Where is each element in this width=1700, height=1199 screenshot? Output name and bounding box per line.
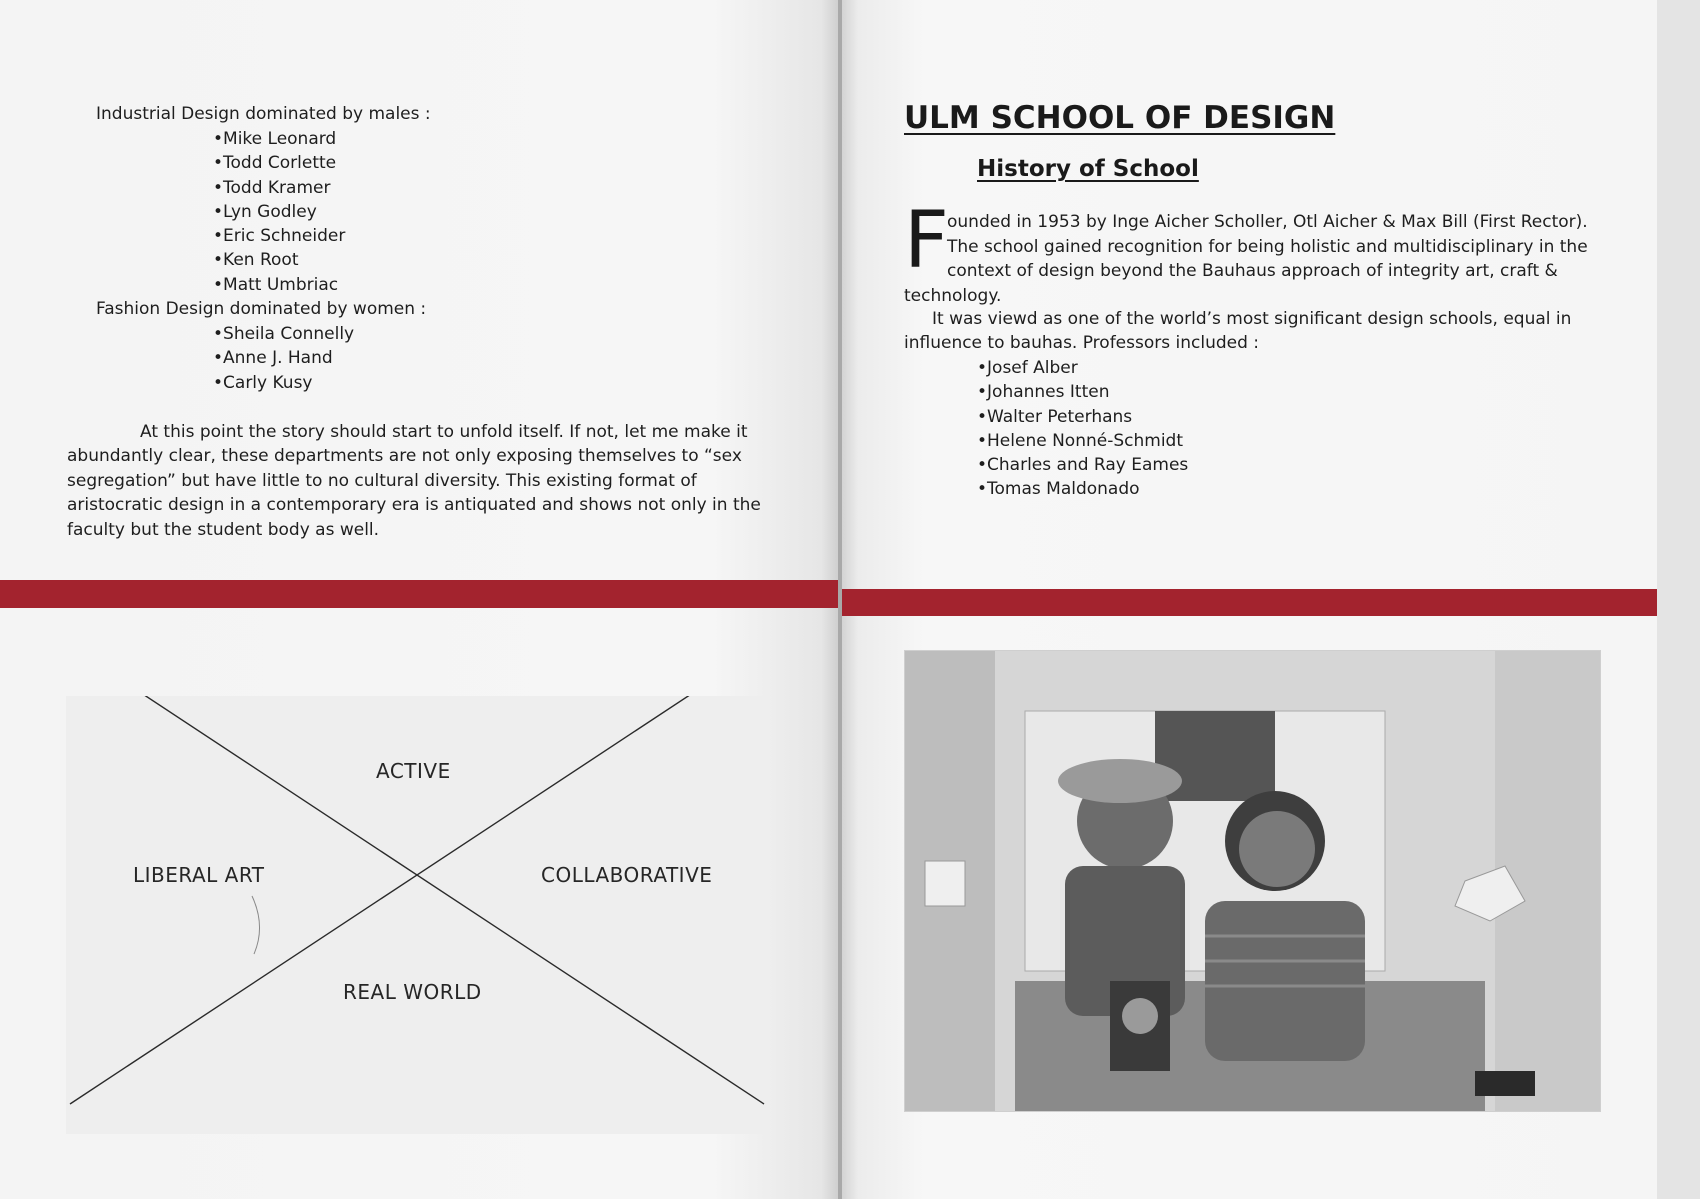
professors-list [977,356,1188,502]
fashion-design-heading: Fashion Design dominated by women : [96,299,427,319]
list-item: •Mike Leonard [213,129,337,149]
list-item: •Matt Umbriac [213,274,339,295]
section-subtitle: History of School [977,156,1199,182]
matrix-label-top: ACTIVE [376,759,451,783]
history-line-2: The school gained recognition for being holistic and multidisciplinary in the [947,236,1588,257]
matrix-label-right: COLLABORATIVE [541,863,713,887]
list-item: •Tomas Maldonado [977,479,1140,500]
fashion-design-list [213,322,354,395]
history-line-4: technology. [904,285,1002,306]
history-line-1: ounded in 1953 by Inge Aicher Scholler, Otl Aicher & Max Bill (First Rector). [947,212,1588,232]
scan-background [1657,0,1700,1199]
drop-cap: F [904,196,949,286]
list-item: •Walter Peterhans [977,406,1133,427]
industrial-design-list [213,127,345,297]
page-title: ULM SCHOOL OF DESIGN [904,100,1336,136]
industrial-design-heading: Industrial Design dominated by males : [96,104,431,124]
list-item: •Charles and Ray Eames [977,455,1189,476]
red-divider-band [0,580,838,608]
significance-paragraph: It was viewd as one of the world’s most significant design schools, equal in influence to bauhas. Professors included : [904,309,1572,354]
history-paragraph [904,210,1604,308]
list-item: •Todd Corlette [213,153,337,174]
list-item: •Johannes Itten [977,382,1110,403]
list-item: •Eric Schneider [213,226,346,247]
list-item: •Anne J. Hand [213,348,333,369]
right-page [842,0,1657,1199]
list-item: •Carly Kusy [213,372,313,393]
list-item: •Helene Nonné-Schmidt [977,430,1184,451]
photo-illustration [905,651,1600,1111]
matrix-label-left: LIBERAL ART [133,863,265,887]
positioning-matrix [66,696,768,1134]
matrix-label-bottom: REAL WORLD [343,980,482,1004]
red-divider-band [842,589,1657,616]
list-item: •Sheila Connelly [213,324,355,344]
list-item: •Todd Kramer [213,177,331,198]
list-item: •Lyn Godley [213,201,317,222]
history-line-3: context of design beyond the Bauhaus approach of integrity art, craft & [947,261,1558,281]
list-item: •Ken Root [213,250,299,271]
analysis-paragraph: At this point the story should start to unfold itself. If not, let me make it abundantly clear, these departments are not only exposing themselves to “sex segregation” but have little to no cultural diversity. This existing format of aristocratic design in a contemporary era is antiquated and shows not only in the faculty but the student body as well. [67,422,761,540]
archival-photo [904,650,1601,1112]
left-page [0,0,838,1199]
list-item: •Josef Alber [977,358,1078,378]
